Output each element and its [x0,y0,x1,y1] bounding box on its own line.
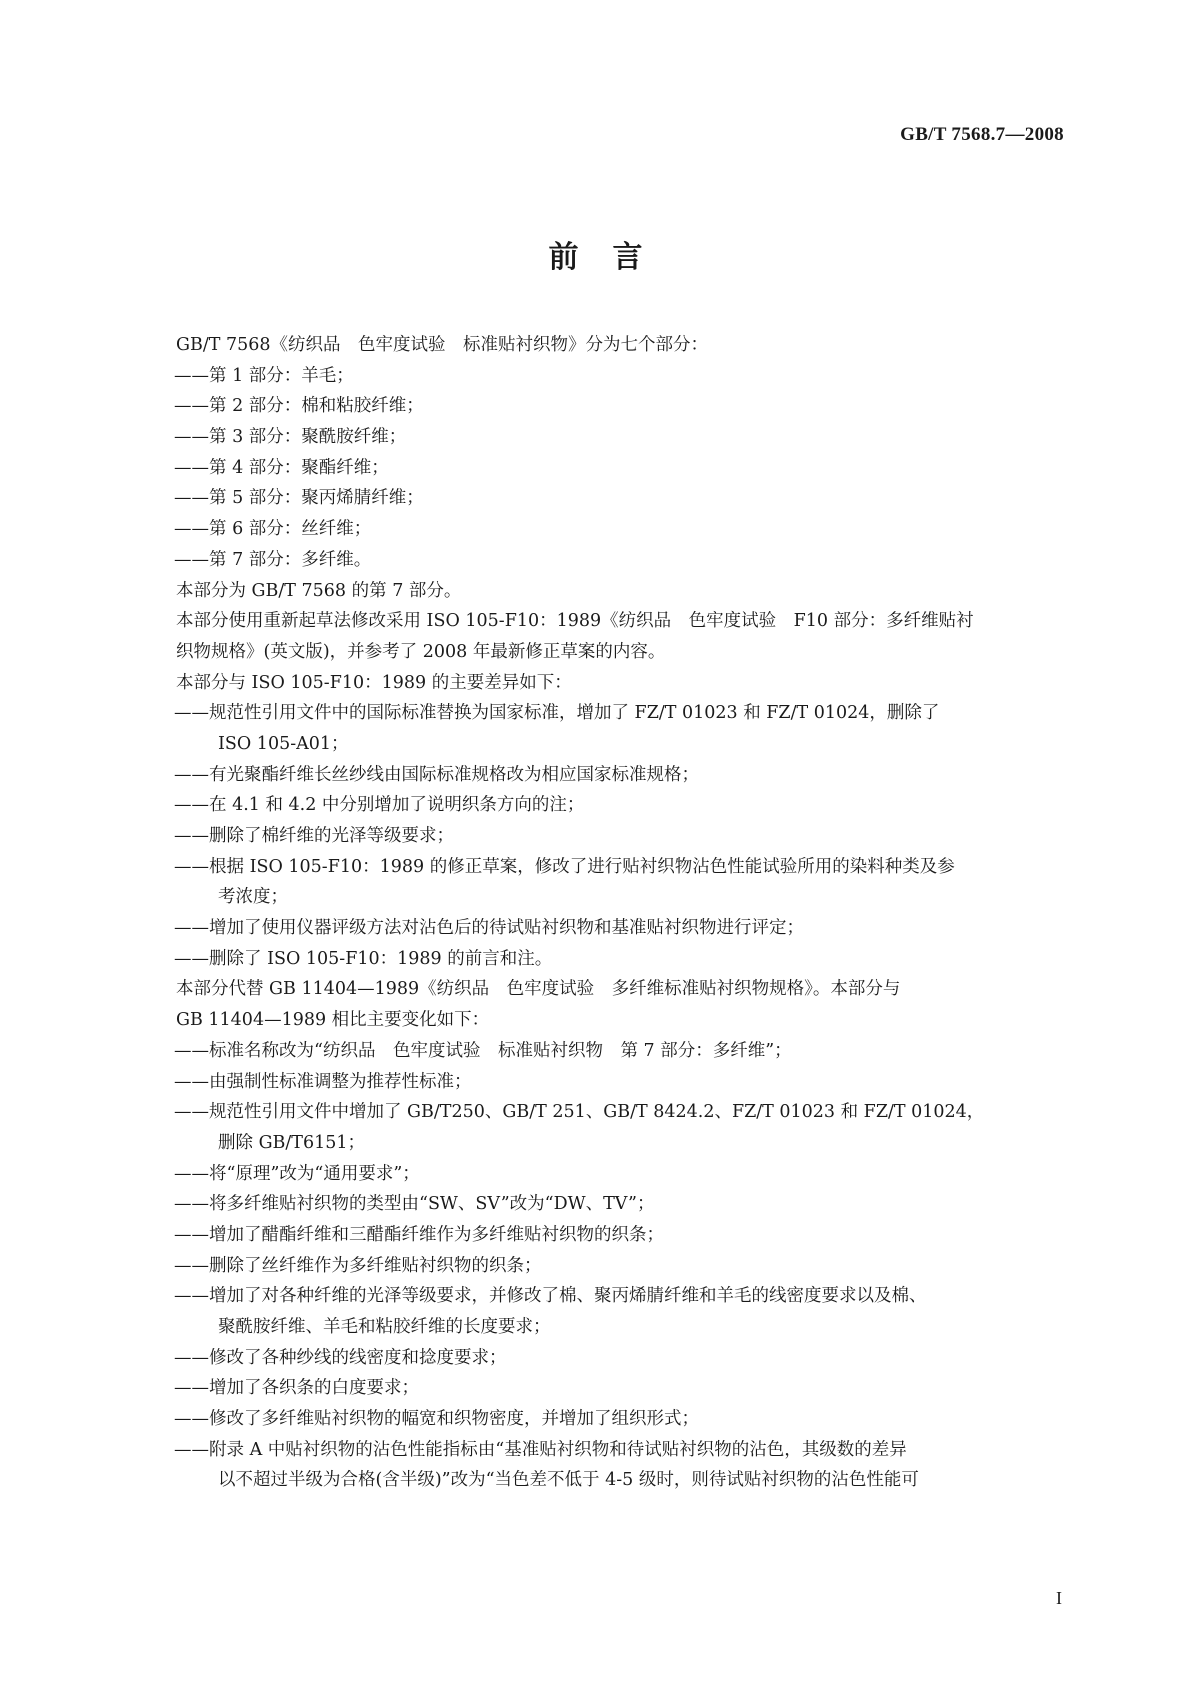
list-item-line: ——增加了醋酯纤维和三醋酯纤维作为多纤维贴衬织物的织条； [174,1224,664,1245]
list-item-line: ——增加了使用仪器评级方法对沾色后的待试贴衬织物和基准贴衬织物进行评定； [174,918,804,939]
page-title: 前言 [548,240,677,275]
list-item-continuation-line: 考浓度； [218,887,288,908]
paragraph-continuation-line: GB 11404—1989 相比主要变化如下： [176,1010,490,1031]
list-item-line: ——第 1 部分：羊毛； [174,365,354,386]
list-item-line: ——由强制性标准调整为推荐性标准； [174,1071,472,1092]
paragraph-line: 本部分使用重新起草法修改采用 ISO 105-F10：1989《纺织品 色牢度试验 F10 部分：多纤维贴衬 [176,611,974,632]
paragraph-line: 本部分代替 GB 11404—1989《纺织品 色牢度试验 多纤维标准贴衬织物规格》。本部分与 [176,979,901,1000]
paragraph-line: 本部分为 GB/T 7568 的第 7 部分。 [176,580,462,601]
list-item-line: ——修改了多纤维贴衬织物的幅宽和织物密度，并增加了组织形式； [174,1409,699,1430]
list-item-line: ——修改了各种纱线的线密度和捻度要求； [174,1347,507,1368]
paragraph-line: 本部分与 ISO 105-F10：1989 的主要差异如下： [176,672,572,693]
document-body [176,330,1066,1496]
list-item-line: ——将“原理”改为“通用要求”； [174,1163,420,1184]
list-item-line: ——删除了 ISO 105-F10：1989 的前言和注。 [174,948,553,969]
paragraph-continuation-line: 织物规格》(英文版)，并参考了 2008 年最新修正草案的内容。 [176,641,666,662]
list-item-line: ——第 6 部分：丝纤维； [174,519,372,540]
list-item-line: ——第 2 部分：棉和粘胶纤维； [174,396,424,417]
list-item-line: ——第 5 部分：聚丙烯腈纤维； [174,488,424,509]
list-item-line: ——第 4 部分：聚酯纤维； [174,457,389,478]
list-item-line: ——在 4.1 和 4.2 中分别增加了说明织条方向的注； [174,795,585,816]
standard-code: GB/T 7568.7—2008 [900,124,1064,145]
list-item-continuation-line: 聚酰胺纤维、羊毛和粘胶纤维的长度要求； [218,1317,551,1337]
list-item-line: ——有光聚酯纤维长丝纱线由国际标准规格改为相应国家标准规格； [174,764,699,785]
list-item-line: ——增加了各织条的白度要求； [174,1378,419,1399]
paragraph-line: GB/T 7568《纺织品 色牢度试验 标准贴衬织物》分为七个部分： [176,335,709,355]
list-item-line: ——第 3 部分：聚酰胺纤维； [174,427,407,448]
list-item-line: ——规范性引用文件中增加了 GB/T250、GB/T 251、GB/T 8424.2、FZ/T 01023 和 FZ/T 01024， [174,1102,985,1123]
list-item-line: ——增加了对各种纤维的光泽等级要求，并修改了棉、聚丙烯腈纤维和羊毛的线密度要求以及棉、 [174,1286,927,1307]
list-item-continuation-line: 删除 GB/T6151； [218,1132,366,1153]
page-number: I [1056,1588,1062,1608]
list-item-line: ——规范性引用文件中的国际标准替换为国家标准，增加了 FZ/T 01023 和 FZ/T 01024，删除了 [174,703,940,724]
list-item-continuation-line: ISO 105-A01； [218,733,349,754]
list-item-continuation-line: 以不超过半级为合格(含半级)”改为“当色差不低于 4-5 级时，则待试贴衬织物的沾色性能可 [218,1470,919,1491]
list-item-line: ——根据 ISO 105-F10：1989 的修正草案，修改了进行贴衬织物沾色性能试验所用的染料种类及参 [174,856,955,877]
list-item-line: ——将多纤维贴衬织物的类型由“SW、SV”改为“DW、TV”； [174,1194,655,1215]
list-item-line: ——第 7 部分：多纤维。 [174,549,372,570]
list-item-line: ——标准名称改为“纺织品 色牢度试验 标准贴衬织物 第 7 部分：多纤维”； [174,1040,792,1061]
list-item-line: ——附录 A 中贴衬织物的沾色性能指标由“基准贴衬织物和待试贴衬织物的沾色，其级数的差异 [174,1439,907,1460]
list-item-line: ——删除了棉纤维的光泽等级要求； [174,826,454,846]
list-item-line: ——删除了丝纤维作为多纤维贴衬织物的织条； [174,1255,542,1276]
